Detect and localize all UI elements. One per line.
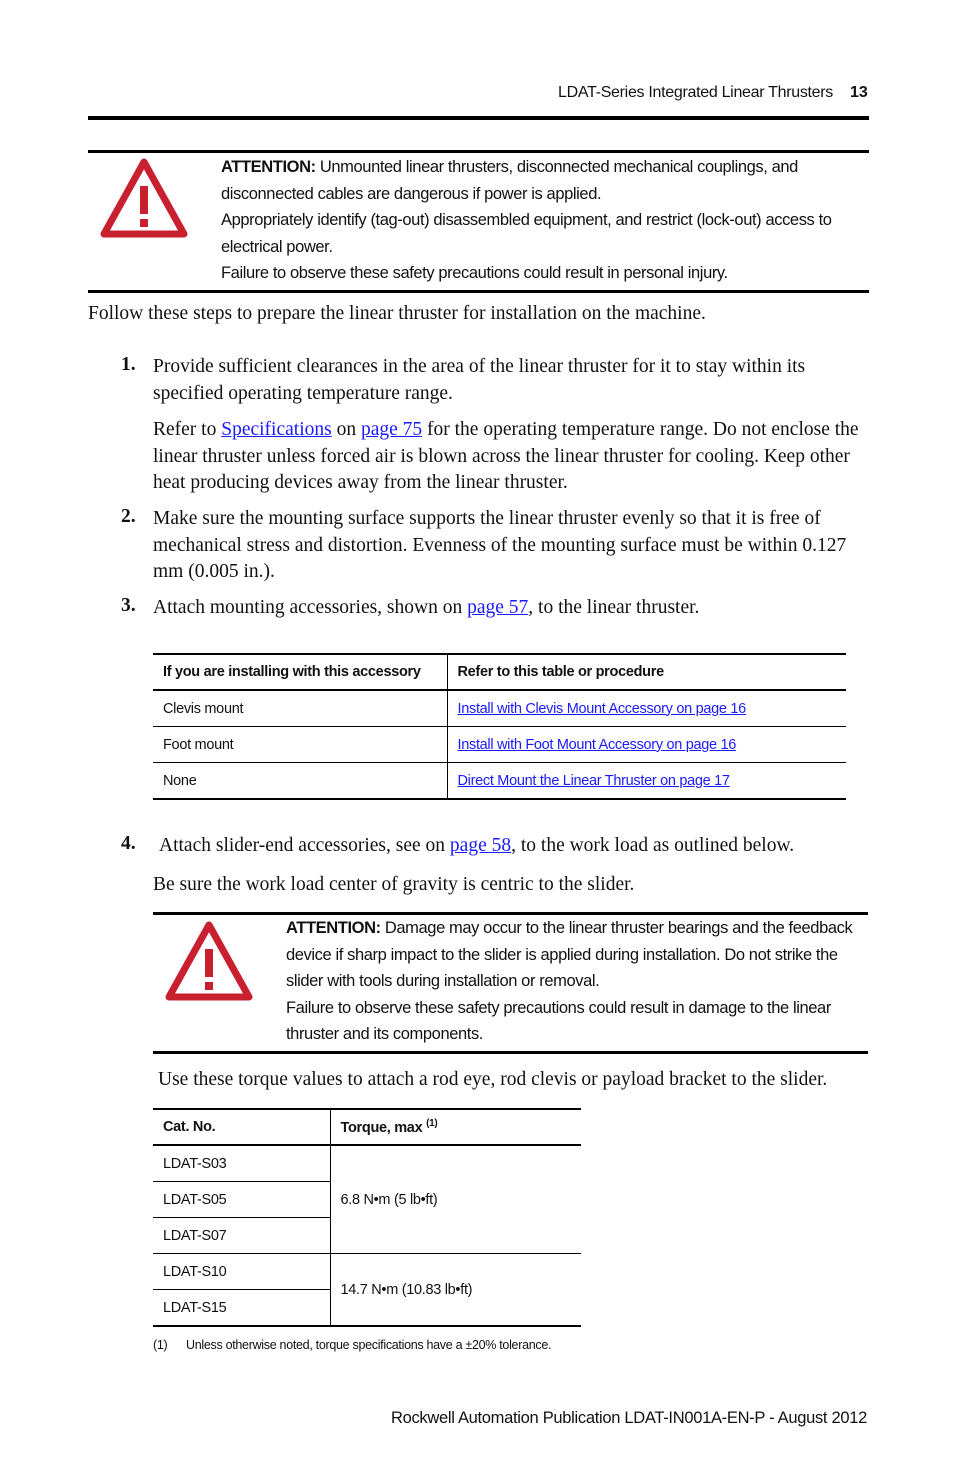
step-2-text: Make sure the mounting surface supports the linear thruster evenly so that it is free of mechanical stress and distortion. Evenness of the mounting surface must be within 0.127 mm (0.005 in.).	[153, 508, 847, 582]
table-row	[153, 1145, 581, 1182]
step-2-body	[153, 506, 853, 596]
torque-footnote-ref: (1)	[426, 1118, 438, 1130]
table-row	[153, 1254, 581, 1290]
attention2-line2: Failure to observe these safety precautions could result in damage to the linear thruster and its components.	[286, 998, 831, 1043]
clevis-mount-procedure-link[interactable]: Install with Clevis Mount Accessory on page 16	[457, 700, 746, 717]
cat-no-cell: LDAT-S15	[153, 1290, 330, 1327]
step-1-body	[153, 354, 865, 507]
header-rule	[88, 116, 869, 120]
attention1-text	[221, 154, 866, 287]
page-number: 13	[850, 84, 868, 101]
direct-mount-procedure-link[interactable]: Direct Mount the Linear Thruster on page 17	[457, 772, 730, 789]
step-4-body	[159, 833, 865, 870]
warning-icon	[100, 158, 188, 238]
step-4-post: , to the work load as outlined below.	[511, 835, 795, 856]
step-3-post: , to the linear thruster.	[528, 597, 700, 618]
accessory-cell: Foot mount	[153, 727, 447, 763]
attention2-text	[286, 915, 868, 1048]
step-1-text: Provide sufficient clearances in the area of the linear thruster for it to stay within its specified operating temperature range.	[153, 356, 806, 404]
footnote-text: Unless otherwise noted, torque specifications have a ±20% tolerance.	[186, 1338, 552, 1352]
torque-value-cell: 14.7 N•m (10.83 lb•ft)	[330, 1254, 581, 1327]
step-3-number: 3.	[121, 595, 136, 616]
running-header-title: LDAT-Series Integrated Linear Thrusters	[558, 84, 833, 101]
cat-no-cell: LDAT-S07	[153, 1218, 330, 1254]
attention2-bottom-rule	[153, 1051, 868, 1054]
step-1-number: 1.	[121, 354, 136, 375]
attention1-line1: Unmounted linear thrusters, disconnected mechanical couplings, and disconnected cables are dangerous if power is applied.	[221, 158, 798, 203]
torque-value-cell: 6.8 N•m (5 lb•ft)	[330, 1145, 581, 1254]
footnote-marker: (1)	[153, 1338, 168, 1352]
attention2-label: ATTENTION:	[286, 919, 381, 937]
step-3-body	[153, 595, 865, 632]
step-1-refer-mid: on	[336, 419, 357, 440]
cat-no-cell: LDAT-S10	[153, 1254, 330, 1290]
torque-table-header	[153, 1109, 581, 1145]
attention1-line2: Appropriately identify (tag-out) disassembled equipment, and restrict (lock-out) access to electrical power.	[221, 211, 832, 256]
page-57-link[interactable]: page 57	[467, 597, 529, 618]
foot-mount-procedure-link[interactable]: Install with Foot Mount Accessory on page 16	[457, 736, 737, 753]
torque-col-header	[330, 1109, 581, 1145]
torque-header-label: Torque, max	[340, 1119, 423, 1136]
attention2-line1: Damage may occur to the linear thruster bearings and the feedback device if sharp impact to the slider is applied during installation. Do not strike the slider with tools during installation or removal.	[286, 919, 853, 990]
specifications-link[interactable]: Specifications	[221, 419, 332, 440]
step-4-pre: Attach slider-end accessories, see on	[159, 835, 446, 856]
cat-no-cell: LDAT-S03	[153, 1145, 330, 1182]
attention1-bottom-rule	[88, 290, 869, 293]
attention1-label: ATTENTION:	[221, 158, 316, 176]
table-row	[153, 763, 846, 800]
step-4-number: 4.	[121, 833, 136, 854]
table-row	[153, 727, 846, 763]
cat-no-cell: LDAT-S05	[153, 1182, 330, 1218]
accessory-col-header: If you are installing with this accessory	[153, 654, 447, 690]
step-3-pre: Attach mounting accessories, shown on	[153, 597, 463, 618]
accessory-table-header	[153, 654, 846, 690]
intro-paragraph: Follow these steps to prepare the linear thruster for installation on the machine.	[88, 303, 706, 324]
accessory-cell: Clevis mount	[153, 690, 447, 727]
step-2-number: 2.	[121, 506, 136, 527]
warning-icon	[165, 921, 253, 1001]
step-1-refer-post: for the operating temperature range. Do not enclose the linear thruster unless forced air is blown across the linear thruster for cooling. Keep other heat producing devices away from the linear thruster.	[153, 419, 859, 493]
publication-footer: Rockwell Automation Publication LDAT-IN001A-EN-P - August 2012	[390, 1409, 867, 1427]
torque-intro: Use these torque values to attach a rod eye, rod clevis or payload bracket to the slider.	[158, 1069, 828, 1090]
accessory-cell: None	[153, 763, 447, 800]
attention1-line3: Failure to observe these safety precautions could result in personal injury.	[221, 264, 728, 282]
page-58-link[interactable]: page 58	[449, 835, 512, 856]
cat-no-col-header: Cat. No.	[153, 1109, 330, 1145]
attention1-top-rule	[88, 150, 869, 153]
step-4-note: Be sure the work load center of gravity is centric to the slider.	[153, 874, 635, 895]
procedure-col-header: Refer to this table or procedure	[447, 654, 846, 690]
page-75-link[interactable]: page 75	[360, 419, 423, 440]
table-row	[153, 690, 846, 727]
step-1-refer-pre: Refer to	[153, 419, 217, 440]
accessory-table	[153, 653, 846, 800]
torque-table	[153, 1108, 581, 1327]
